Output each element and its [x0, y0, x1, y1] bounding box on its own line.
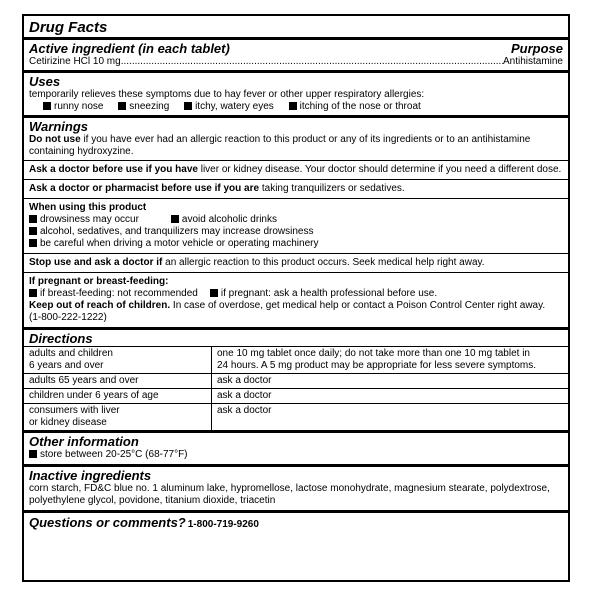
square-bullet-icon [29, 289, 37, 297]
divider-thick [24, 327, 568, 330]
table-row [24, 347, 568, 374]
list-item: sneezing [118, 101, 169, 112]
square-bullet-icon [184, 102, 192, 110]
table-row [24, 374, 568, 389]
leader-dots [121, 56, 503, 68]
square-bullet-icon [29, 227, 37, 235]
table-cell: ask a doctor [212, 404, 569, 431]
inactive-text: corn starch, FD&C blue no. 1 aluminum lake, hypromellose, lactose monohydrate, magnesium stearate, polydextrose, polyethylene glycol, povidone, titanium dioxide, triacetin [29, 483, 550, 506]
square-bullet-icon [29, 239, 37, 247]
questions-phone: 1-800-719-9260 [187, 519, 259, 530]
list-item: itchy, watery eyes [184, 101, 274, 112]
other-info-text: store between 20-25°C (68-77°F) [29, 449, 563, 461]
stop-use-warning: Stop use and ask a doctor if an allergic reaction to this product occurs. Seek medical help right away. [29, 257, 485, 268]
table-row [24, 404, 568, 431]
square-bullet-icon [29, 450, 37, 458]
uses-intro: temporarily relieves these symptoms due to hay fever or other upper respiratory allergies: [29, 89, 425, 100]
uses-heading: Uses [29, 74, 61, 89]
divider-thick [24, 70, 568, 73]
active-heading: Active ingredient (in each tablet) [29, 41, 230, 56]
other-info-heading: Other information [29, 434, 139, 449]
panel-title: Drug Facts [29, 19, 108, 36]
table-cell: ask a doctor [212, 374, 569, 389]
active-ingredient: Cetirizine HCl 10 mg [29, 56, 121, 67]
divider-thick [24, 510, 568, 513]
do-not-use-warning: Do not use if you have ever had an allergic reaction to this product or any of its ingredients or to an antihistamine containing hydroxyzine. [29, 134, 531, 157]
divider-thick [24, 115, 568, 118]
list-item: itching of the nose or throat [289, 101, 421, 112]
active-heading-row [29, 41, 563, 56]
square-bullet-icon [289, 102, 297, 110]
divider-thick [24, 37, 568, 40]
table-cell: one 10 mg tablet once daily; do not take more than one 10 mg tablet in 24 hours. A 5 mg product may be appropriate for less severe symptoms. [212, 347, 569, 374]
table-cell: ask a doctor [212, 389, 569, 404]
square-bullet-icon [171, 215, 179, 223]
ask-doctor-warning: Ask a doctor before use if you have liver or kidney disease. Your doctor should determine if you need a different dose. [29, 164, 562, 175]
purpose-value: Antihistamine [502, 56, 563, 67]
directions-heading: Directions [29, 331, 93, 346]
when-using-section: When using this product drowsiness may occur avoid alcoholic drinks alcohol, sedatives, and tranquilizers may increase drowsiness be careful when driving a motor vehicle or operating machinery [29, 202, 319, 249]
square-bullet-icon [29, 215, 37, 223]
pregnant-section: If pregnant or breast-feeding: if breast-feeding: not recommended if pregnant: ask a health professional before use. Keep out of reach of children. In case of overdose, get medical help or contact a Poison Control Center right away. (1-800-222-1222) [29, 276, 546, 323]
divider-thick [24, 430, 568, 433]
warnings-heading: Warnings [29, 119, 88, 134]
active-ingredient-row [29, 56, 563, 68]
ask-pharmacist-warning: Ask a doctor or pharmacist before use if you are taking tranquilizers or sedatives. [29, 183, 405, 194]
table-row [24, 389, 568, 404]
divider-thick [24, 464, 568, 467]
questions-heading: Questions or comments? [29, 515, 186, 530]
uses-list [29, 101, 563, 113]
square-bullet-icon [118, 102, 126, 110]
table-cell: consumers with liver or kidney disease [24, 404, 212, 431]
drug-facts-panel [22, 14, 570, 582]
directions-table [24, 346, 568, 430]
list-item: runny nose [43, 101, 103, 112]
purpose-heading: Purpose [510, 41, 563, 56]
inactive-heading: Inactive ingredients [29, 468, 152, 483]
table-cell: adults 65 years and over [24, 374, 212, 389]
table-cell: adults and children 6 years and over [24, 347, 212, 374]
table-cell: children under 6 years of age [24, 389, 212, 404]
square-bullet-icon [210, 289, 218, 297]
questions-row [29, 515, 563, 531]
square-bullet-icon [43, 102, 51, 110]
